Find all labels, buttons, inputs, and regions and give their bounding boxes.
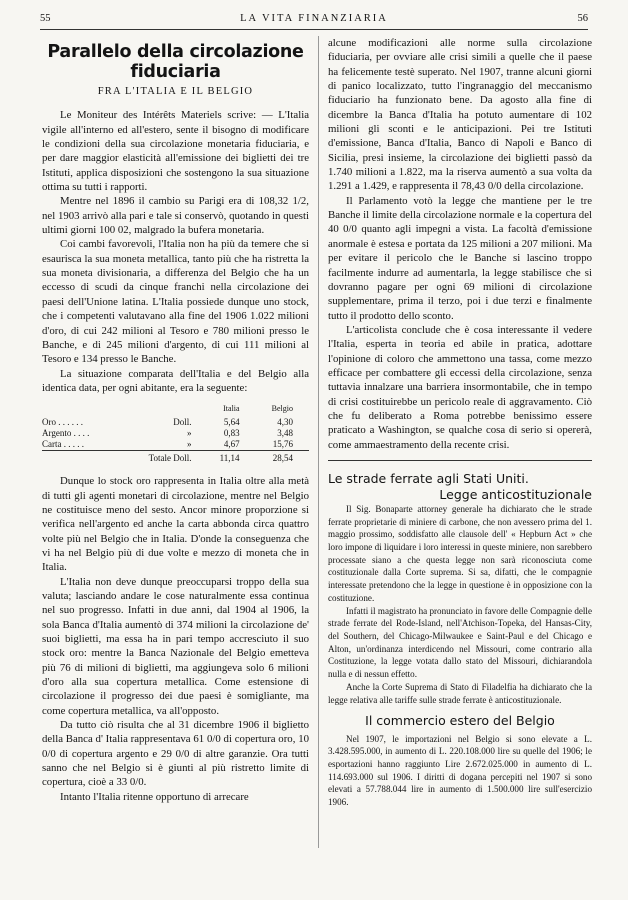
paragraph: Anche la Corte Suprema di Stato di Filadelfia ha dichiarato che la legge relativa alle tariffe sulle strade ferrate è anticostituzionale. (328, 681, 592, 705)
row-unit: » (187, 428, 192, 439)
railways-article (328, 503, 592, 706)
paragraph: L'articolista conclude che è cosa interessante il vedere l'Italia, esperta in teoria ed abile in pratica, adottare l'opinione di coloro che ammettono una tassa, come mezzo efficace per combattere gli eccessi della circolazione, senza tuttavia innalzare una barriera insormontabile, che in tempo di crisi costituirebbe un pericolo reale di aggravamento. Ciò che fu deliberato a Roma potrebbe benissimo essere praticato a Washington, se qualche cosa di serio si opererà, come ammaestramento della recente crisi. (328, 323, 592, 451)
paragraph: Le Moniteur des Intérêts Materiels scrive: — L'Italia vigile all'interno ed all'estero, sente il bisogno di modificare le condizioni della sua circolazione monetaria fiduciaria, e per dare maggior elasticità all'emissione dei biglietti dei tre Istituti, applica disposizioni che sostengono la sua situazione ottima su tutti i rapporti. (42, 109, 309, 194)
section-title-trade: Il commercio estero del Belgio (365, 713, 555, 729)
paragraph: Da tutto ciò risulta che al 31 dicembre 1906 il biglietto della Banca d' Italia rappresentava 61 0/0 di copertura oro, 10 0/0 di copertura argento e 29 0/0 di altre garanzie. Ora tutti sanno che nel Belgio si è giunti al più ristretto limite di copertura, cioè a 33 0/0. (42, 719, 309, 789)
comparison-table (42, 403, 309, 464)
paragraph: La situazione comparata dell'Italia e del Belgio alla identica data, per ogni abitante, era la seguente: (42, 367, 309, 394)
paragraph: Il Parlamento votò la legge che mantiene per le tre Banche il limite della circolazione normale e la copertura del 40 0/0 quanto agli impegni a vista. La facoltà d'emissione anormale è estesa e portata da 125 milioni a 207 milioni. Ma per evitare il pericolo che le Banche si lascino troppo facilmente indurre ad aumentarla, la legge stabilisce che si dovranno pagare per ogni 69 milioni di circolazione supplementare, prima il terzo, poi i due terzi e finalmente tutto il prodotto dello sconto. (328, 194, 592, 322)
paragraph: Intanto l'Italia ritenne opportuno di arrecare (60, 790, 249, 803)
paragraph: Il Sig. Bonaparte attorney generale ha dichiarato che le strade ferrate proprietarie di miniere di carbone, che non avessero prima del 1. maggio prossimo, soddisfatto alle clausole dell' « Hepburn Act » che loro impone di liquidare i loro interessi in queste miniere, non sarebbero processate siano a che questa legge non sarà riconosciuta come costituzionale dalla Corte suprema. Si sa, difatti, che le compagnie interessate pretendono che la legge in questione è in opposizione con la costituzione. (328, 503, 592, 603)
paragraph: Nel 1907, le importazioni nel Belgio si sono elevate a L. 3.428.595.000, in aumento di L. 220.108.000 lire su quelle del 1906; le esportazioni hanno raggiunto Lire 2.672.025.000 in aumento di L. 114.693.000 sul 1906. I diritti di dogana percepiti nel 1907 si sono elevati a 57.788.044 lire in aumento di 1.500.000 lire sull'esercizio 1906. (328, 733, 592, 808)
cell-belgio: 15,76 (272, 439, 293, 450)
section-title-line-1: Le strade ferrate agli Stati Uniti. (328, 470, 529, 486)
article-subtitle: FRA L'ITALIA E IL BELGIO (97, 86, 254, 97)
section-rule (328, 460, 592, 461)
paragraph: Mentre nel 1896 il cambio su Parigi era di 108,32 1/2, nel 1903 arrivò alla pari e tale si conservò, quotando in questi ultimi giorni 100 02, malgrado la bufera monetaria. (42, 195, 309, 237)
left-column (42, 36, 309, 804)
table-total-row (42, 451, 309, 465)
table-row (42, 428, 309, 439)
table-header-row (42, 403, 309, 417)
journal-title: LA VITA FINANZIARIA (240, 13, 388, 24)
page-number-left: 55 (40, 13, 51, 24)
total-italia: 11,14 (192, 451, 240, 465)
paragraph: alcune modificazioni alle norme sulla circolazione fiduciaria, per ovviare alle crisi simili a quelle che il paese ha felicemente testè superato. Nel 1907, tranne alcuni giorni di panico localizzato, tutto l'ingranaggio del meccanismo fiduciario ha funzionato bene. Da agosto alla fine di dicembre la Banca d'Italia ha potuto aumentare di 102 milioni gli sconti e le anticipazioni. Pei tre Istituti d'emissione, Banca d'Italia, Banco di Napoli e Banco di Sicilia, presi insieme, la circolazione dei biglietti passò da 1.740 milioni a 1.822, ma la riserva aumentò a sua volta da 1.291 a 1.429, e rappresenta il 78,43 0/0 della circolazione. (328, 37, 592, 193)
row-label: Argento . . . . (42, 428, 90, 439)
paragraph: L'Italia non deve dunque preoccuparsi troppo della sua valuta; lasciando andare le cose naturalmente essa continua nel suo progresso. Infatti in due anni, dal 1904 al 1906, la sola Banca d'Italia aumentò di 374 milioni la circolazione de' suoi biglietti, ma essa ha in pari tempo accresciuto il suo stock oro: mentre la Banca Nazionale del Belgio emetteva più 76 di milioni di biglietti, ma aggiungeva solo 6 milioni d'oro alla sua copertura metallica. Come estensione di circolazione il progresso dei due paesi è somigliante, ma come copertura metallica, va all'opposto. (42, 575, 309, 717)
column-divider (318, 36, 319, 848)
cell-belgio: 3,48 (277, 428, 293, 439)
page-number-right: 56 (577, 13, 588, 24)
right-column (328, 36, 592, 809)
row-label: Carta . . . . . (42, 439, 84, 450)
table-row (42, 417, 309, 428)
row-label: Oro . . . . . . (42, 417, 83, 428)
running-header (40, 13, 588, 27)
col-header-italia: Italia (223, 404, 240, 414)
total-label: Totale Doll. (143, 451, 191, 465)
paragraph: Coi cambi favorevoli, l'Italia non ha più da temere che si esaurisca la sua moneta metallica, tanto più che ha ristretta la sua moneta divisionaria, a differenza del Belgio che ha un eccesso di scudi da cinque franchi nella circolazione dei paesi dell'Unione latina. L'Italia possiede dunque uno stock, che i competenti valutavano alla fine del 1906 1.022 milioni d'oro, di cui 242 milioni al Tesoro e 780 milioni presso le Banche, e di 245 milioni d'argento, di cui 111 milioni al Tesoro e 134 presso le Banche. (42, 238, 309, 366)
cell-italia: 5,64 (223, 417, 240, 428)
row-unit: Doll. (173, 417, 192, 428)
trade-article (328, 733, 592, 809)
row-unit: » (187, 439, 192, 450)
paragraph: Dunque lo stock oro rappresenta in Italia oltre alla metà di tutti gli agenti monetari di circolazione, mentre nel Belgio ne costituisce meno del sesto. Ancor minore proporzione si verifica nell'argento ed anche la carta abbonda circa quattro volte più nel Belgio che in Italia. D'onde la conseguenza che vi ha nel Belgio più di due volte e mezzo di moneta che in Italia. (42, 475, 309, 574)
cell-belgio: 4,30 (277, 417, 293, 428)
section-title-line-2: Legge anticostituzionale (439, 486, 592, 502)
col-header-belgio: Belgio (271, 404, 293, 414)
cell-italia: 0,83 (223, 428, 240, 439)
total-belgio: 28,54 (240, 451, 293, 465)
section-title-railways (328, 471, 592, 503)
paragraph: Infatti il magistrato ha pronunciato in favore delle Compagnie delle strade ferrate del Rode-Island, nell'Atchison-Topeka, del Hansas-City, del Southern, del Chicago-Milwaukee e Saint-Paul e del Chicago e Alton, un'ordinanza interdicendo nel Missouri, come contrario alla Costituzione, la legge votata dallo stato del Missouri, dichiarandola nulla e di nessun effetto. (328, 605, 592, 680)
table-row (42, 439, 309, 451)
header-rule (40, 29, 588, 30)
article-title: Parallelo della circolazione fiduciaria (47, 42, 304, 82)
cell-italia: 4,67 (223, 439, 240, 450)
